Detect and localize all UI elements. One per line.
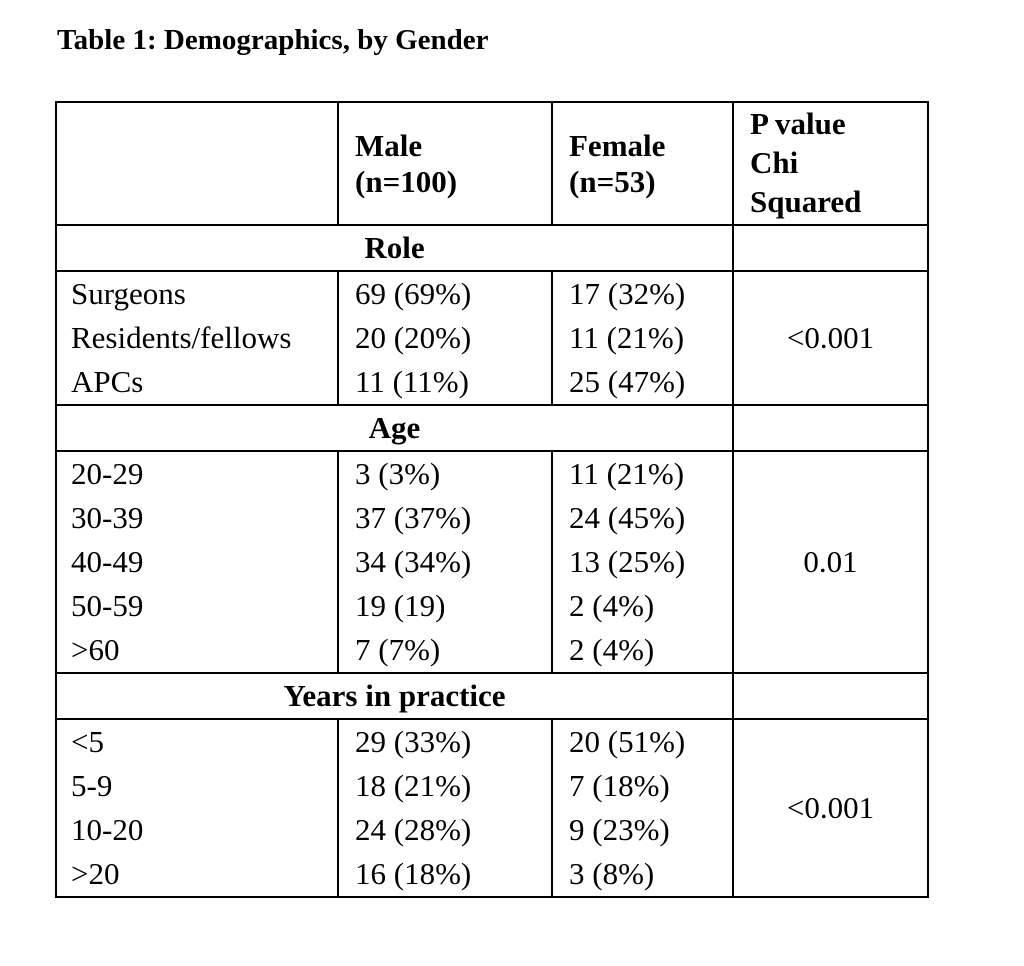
section-row-role xyxy=(56,225,928,271)
row-label: Residents/fellows xyxy=(56,316,338,360)
header-empty-cell xyxy=(56,102,338,225)
row-label: <5 xyxy=(56,719,338,764)
row-label: 40-49 xyxy=(56,540,338,584)
section-row-age xyxy=(56,405,928,451)
section-p-empty xyxy=(733,225,928,271)
row-label: >60 xyxy=(56,628,338,673)
table-row xyxy=(56,719,928,764)
section-label: Role xyxy=(56,225,733,271)
table-row xyxy=(56,451,928,496)
male-value: 20 (20%) xyxy=(338,316,552,360)
row-label: 50-59 xyxy=(56,584,338,628)
header-male-label: Male xyxy=(355,127,423,163)
section-p-empty xyxy=(733,673,928,719)
female-value: 2 (4%) xyxy=(552,584,733,628)
section-label: Years in practice xyxy=(56,673,733,719)
male-value: 34 (34%) xyxy=(338,540,552,584)
row-label: 10-20 xyxy=(56,808,338,852)
p-value: 0.01 xyxy=(733,451,928,673)
female-value: 9 (23%) xyxy=(552,808,733,852)
row-label: APCs xyxy=(56,360,338,405)
section-p-empty xyxy=(733,405,928,451)
male-value: 7 (7%) xyxy=(338,628,552,673)
table-row xyxy=(56,271,928,316)
female-value: 11 (21%) xyxy=(552,451,733,496)
female-value: 13 (25%) xyxy=(552,540,733,584)
header-male-n: (n=100) xyxy=(355,163,458,199)
header-female xyxy=(552,102,733,225)
section-row-years xyxy=(56,673,928,719)
header-p-value xyxy=(733,102,928,225)
row-label: Surgeons xyxy=(56,271,338,316)
header-female-n: (n=53) xyxy=(569,163,656,199)
female-value: 24 (45%) xyxy=(552,496,733,540)
row-label: >20 xyxy=(56,852,338,897)
female-value: 3 (8%) xyxy=(552,852,733,897)
male-value: 37 (37%) xyxy=(338,496,552,540)
female-value: 25 (47%) xyxy=(552,360,733,405)
section-label: Age xyxy=(56,405,733,451)
table-title: Table 1: Demographics, by Gender xyxy=(57,24,489,56)
male-value: 24 (28%) xyxy=(338,808,552,852)
female-value: 11 (21%) xyxy=(552,316,733,360)
header-female-label: Female xyxy=(569,127,666,163)
p-value: <0.001 xyxy=(733,271,928,405)
female-value: 7 (18%) xyxy=(552,764,733,808)
header-p-line2: Chi xyxy=(750,145,799,181)
male-value: 19 (19) xyxy=(338,584,552,628)
header-p-line3: Squared xyxy=(750,183,862,219)
header-male xyxy=(338,102,552,225)
male-value: 69 (69%) xyxy=(338,271,552,316)
male-value: 18 (21%) xyxy=(338,764,552,808)
male-value: 3 (3%) xyxy=(338,451,552,496)
male-value: 16 (18%) xyxy=(338,852,552,897)
female-value: 2 (4%) xyxy=(552,628,733,673)
row-label: 30-39 xyxy=(56,496,338,540)
female-value: 20 (51%) xyxy=(552,719,733,764)
demographics-table xyxy=(55,101,929,898)
male-value: 11 (11%) xyxy=(338,360,552,405)
header-row xyxy=(56,102,928,225)
header-p-line1: P value xyxy=(750,106,846,142)
p-value: <0.001 xyxy=(733,719,928,897)
row-label: 5-9 xyxy=(56,764,338,808)
female-value: 17 (32%) xyxy=(552,271,733,316)
row-label: 20-29 xyxy=(56,451,338,496)
male-value: 29 (33%) xyxy=(338,719,552,764)
